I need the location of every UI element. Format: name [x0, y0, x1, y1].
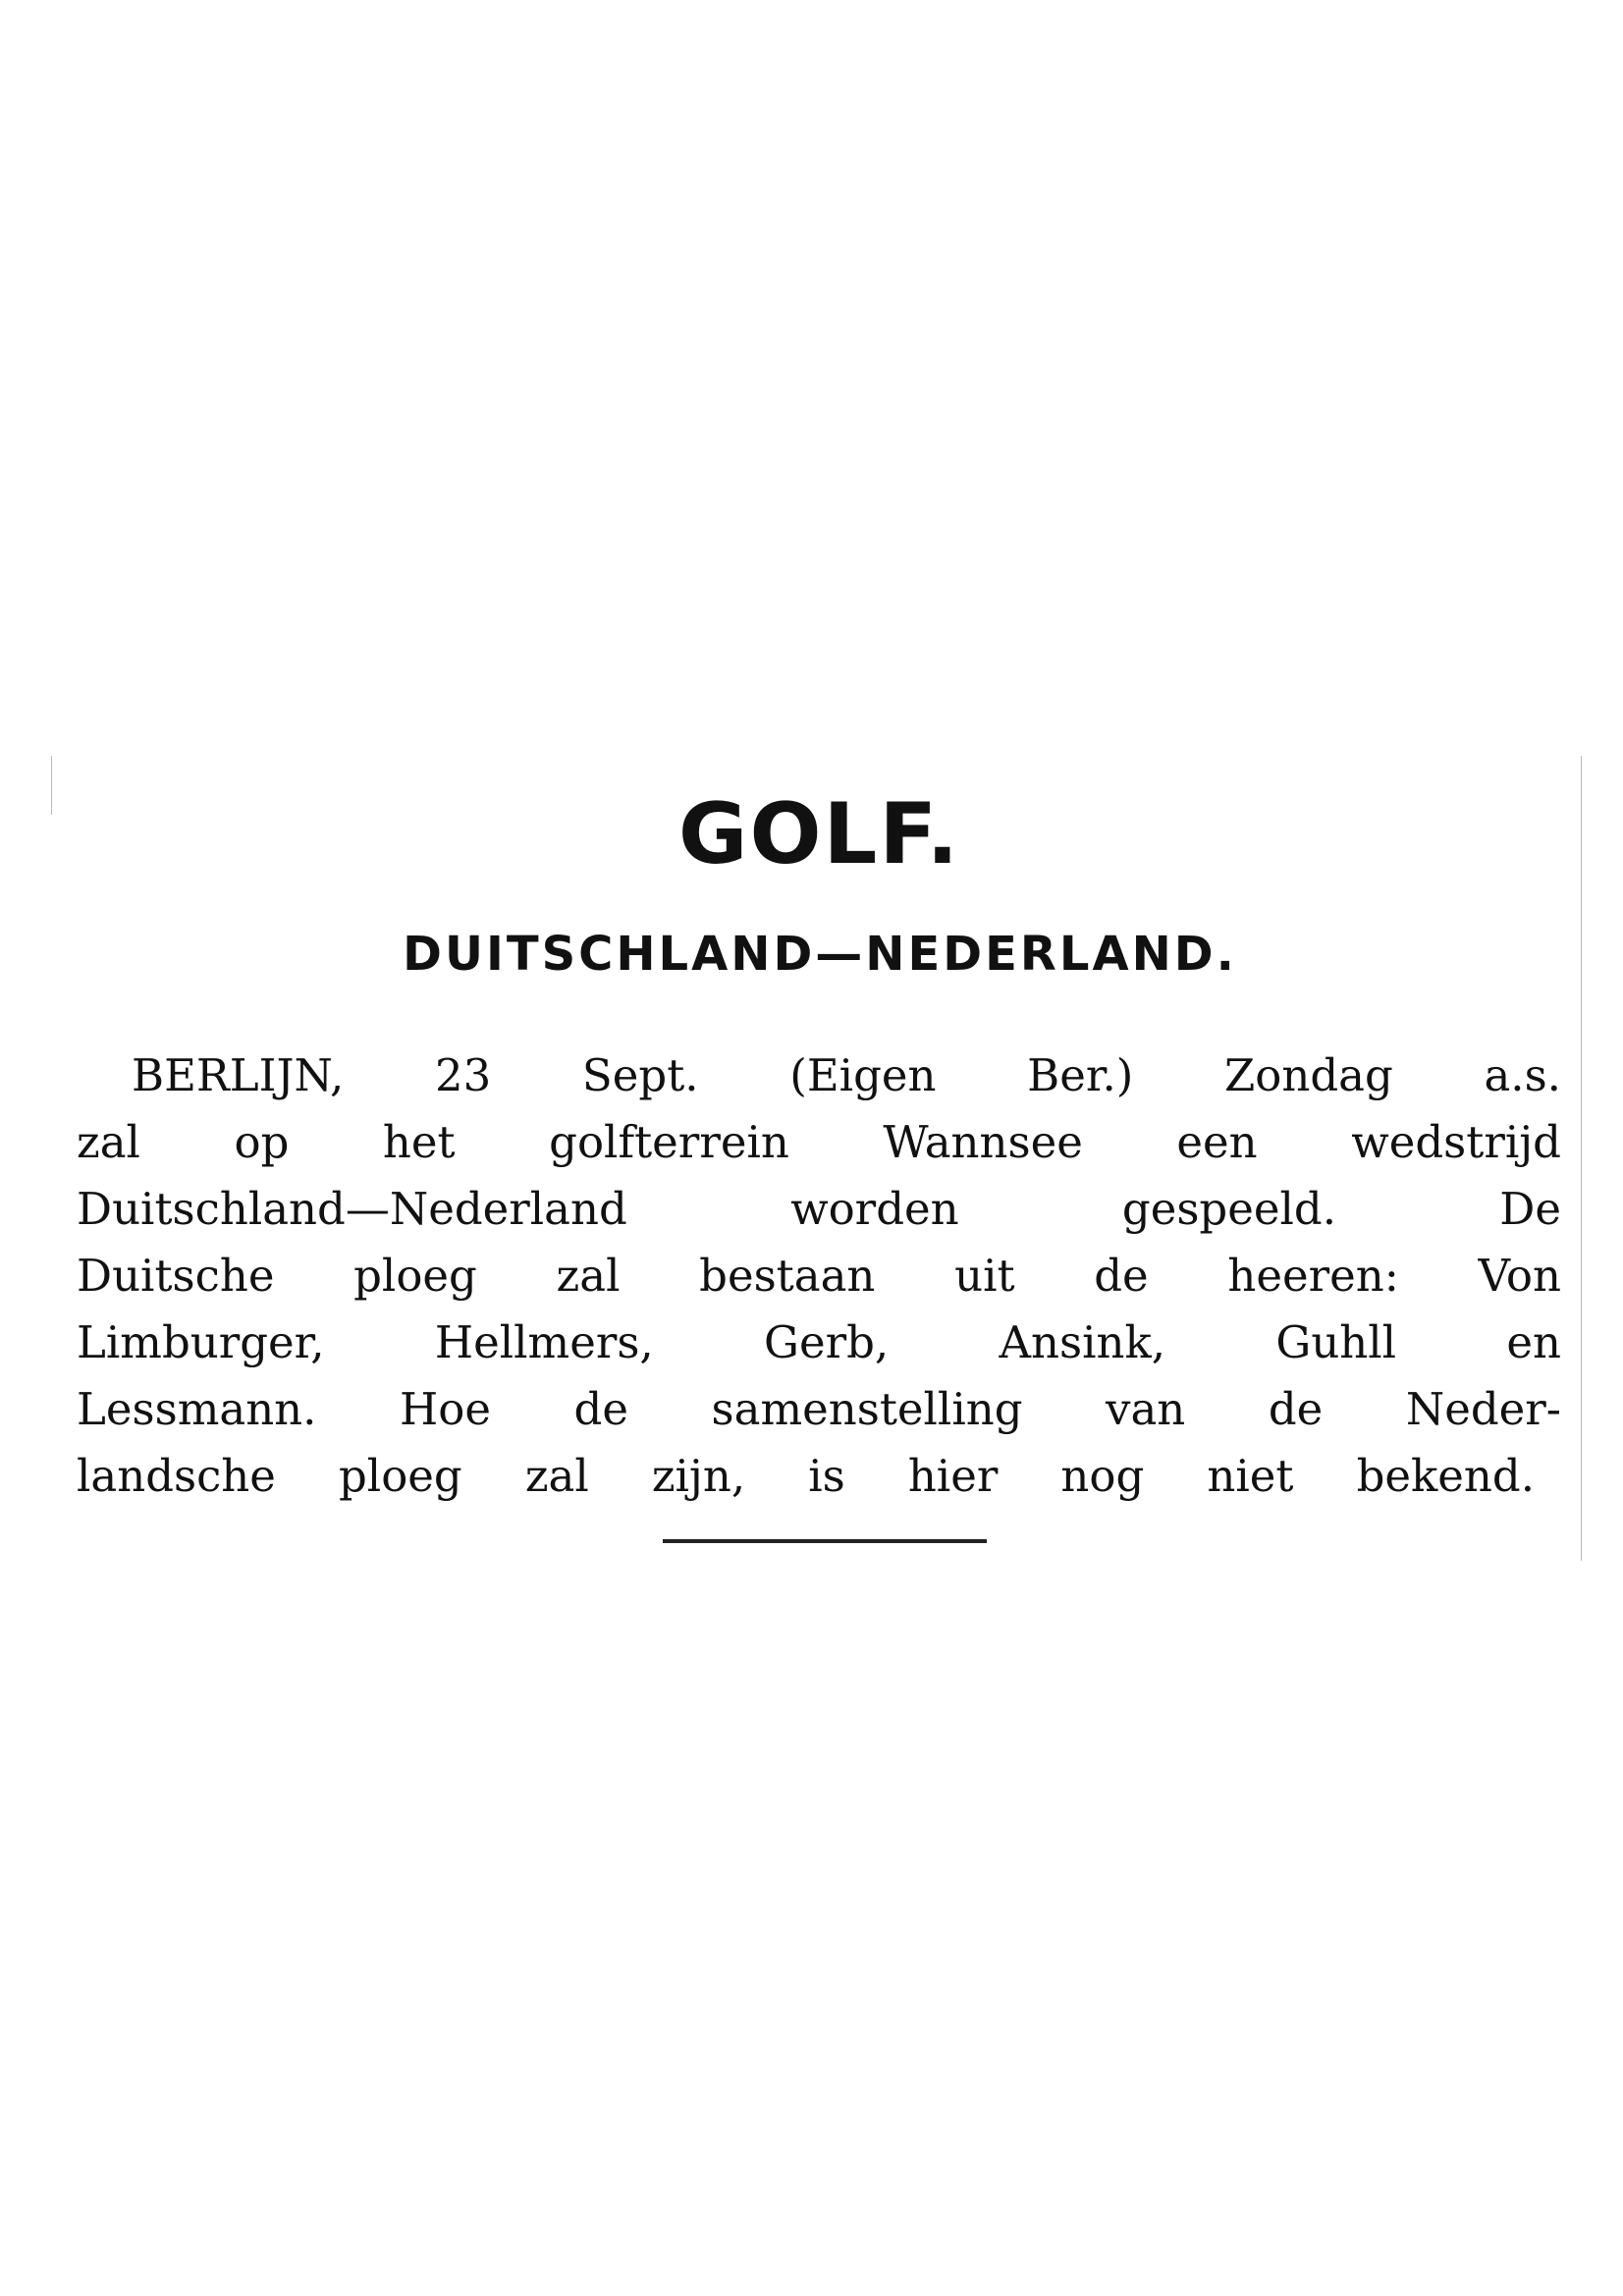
article-body [77, 1042, 1561, 1510]
body-line: zal op het golfterrein Wannsee een wedstrijd [77, 1116, 1561, 1168]
subheadline: DUITSCHLAND—NEDERLAND. [403, 927, 1237, 982]
body-line: landsche ploeg zal zijn, is hier nog niet bekend. [77, 1450, 1535, 1502]
body-line: Lessmann. Hoe de samenstelling van de Neder- [77, 1383, 1561, 1435]
body-line: BERLIJN, 23 Sept. (Eigen Ber.) Zondag a.s. [132, 1049, 1561, 1101]
body-line: Duitschland—Nederland worden gespeeld. De [77, 1183, 1561, 1235]
body-line: Limburger, Hellmers, Gerb, Ansink, Guhll en [77, 1316, 1561, 1368]
end-rule [663, 1539, 987, 1543]
headline: GOLF. [677, 785, 961, 883]
body-line: Duitsche ploeg zal bestaan uit de heeren: Von [77, 1250, 1561, 1302]
